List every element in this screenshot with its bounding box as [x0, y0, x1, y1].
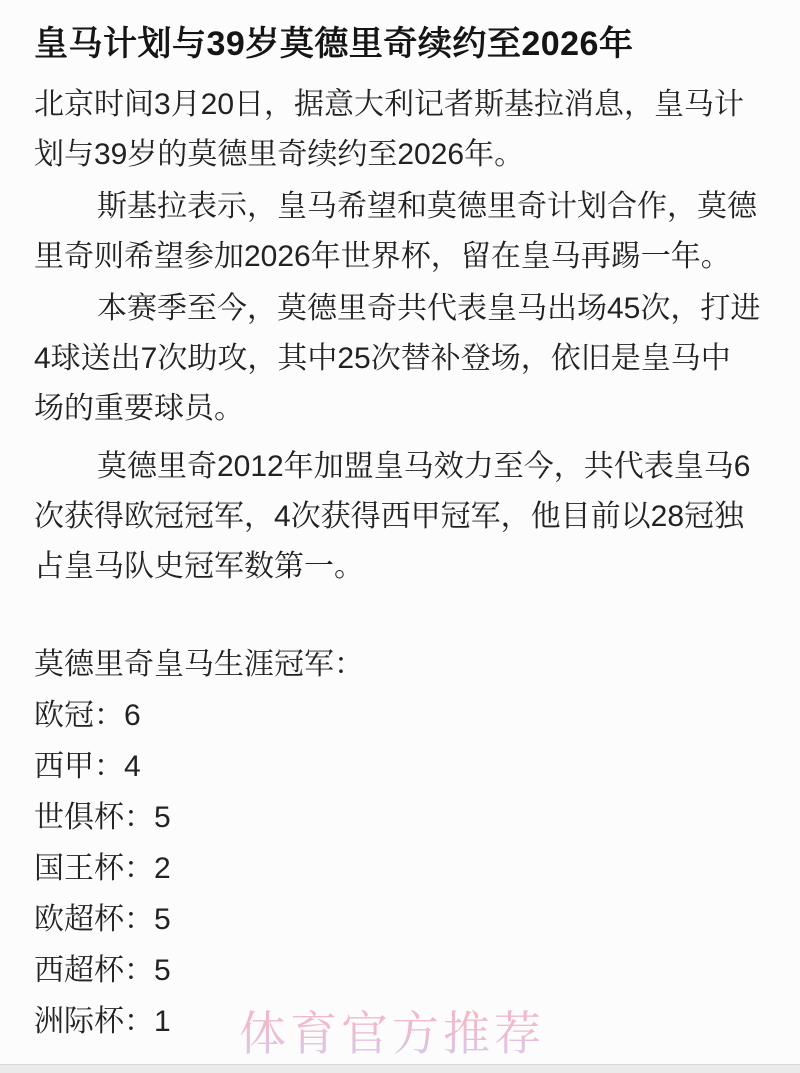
- text-line: 斯基拉表示，皇马希望和莫德里奇计划合作，莫德: [97, 190, 757, 223]
- honor-colon: ：: [124, 1005, 154, 1038]
- honor-label: 欧超杯: [34, 903, 124, 936]
- honor-row: [34, 945, 766, 996]
- honor-label: 欧冠: [34, 699, 94, 732]
- paragraph-3: [34, 284, 766, 434]
- honor-value: 6: [124, 699, 141, 732]
- honor-row: [34, 792, 766, 843]
- honors-header: 莫德里奇皇马生涯冠军：: [34, 648, 364, 681]
- text-line: 本赛季至今，莫德里奇共代表皇马出场45次，打进: [97, 292, 761, 325]
- honor-value: 2: [154, 852, 171, 885]
- text-line: 划与39岁的莫德里奇续约至2026年。: [34, 138, 525, 171]
- honor-colon: ：: [124, 801, 154, 834]
- honor-row: [34, 843, 766, 894]
- honor-label: 世俱杯: [34, 801, 124, 834]
- text-line: 里奇则希望参加2026年世界杯，留在皇马再踢一年。: [34, 240, 731, 273]
- honor-row: [34, 690, 766, 741]
- honor-colon: ：: [124, 954, 154, 987]
- honor-label: 西超杯: [34, 954, 124, 987]
- page-title: 皇马计划与39岁莫德里奇续约至2026年: [34, 25, 634, 63]
- honor-value: 1: [154, 1005, 171, 1038]
- honor-row: [34, 996, 766, 1047]
- text-line: 场的重要球员。: [34, 392, 244, 425]
- honor-label: 洲际杯: [34, 1005, 124, 1038]
- text-line: 4球送出7次助攻，其中25次替补登场，依旧是皇马中: [34, 342, 731, 375]
- text-line: 次获得欧冠冠军，4次获得西甲冠军，他目前以28冠独: [34, 500, 745, 533]
- honor-label: 西甲: [34, 750, 94, 783]
- honor-label: 国王杯: [34, 852, 124, 885]
- bottom-edge-bar: [0, 1064, 800, 1073]
- text-line: 北京时间3月20日，据意大利记者斯基拉消息，皇马计: [34, 88, 745, 121]
- honors-list: [34, 690, 766, 1047]
- honor-value: 5: [154, 954, 171, 987]
- honor-colon: ：: [124, 903, 154, 936]
- paragraph-1: [34, 80, 766, 180]
- honor-colon: ：: [94, 699, 124, 732]
- promo-watermark: 体育官方推荐: [239, 997, 545, 1064]
- paragraph-4: [34, 442, 766, 592]
- paragraph-2: [34, 182, 766, 282]
- honor-value: 5: [154, 903, 171, 936]
- honor-row: [34, 894, 766, 945]
- honor-colon: ：: [124, 852, 154, 885]
- honor-row: [34, 741, 766, 792]
- honor-value: 4: [124, 750, 141, 783]
- text-line: 莫德里奇2012年加盟皇马效力至今，共代表皇马6: [97, 450, 751, 483]
- honor-colon: ：: [94, 750, 124, 783]
- text-line: 占皇马队史冠军数第一。: [34, 550, 364, 583]
- honor-value: 5: [154, 801, 171, 834]
